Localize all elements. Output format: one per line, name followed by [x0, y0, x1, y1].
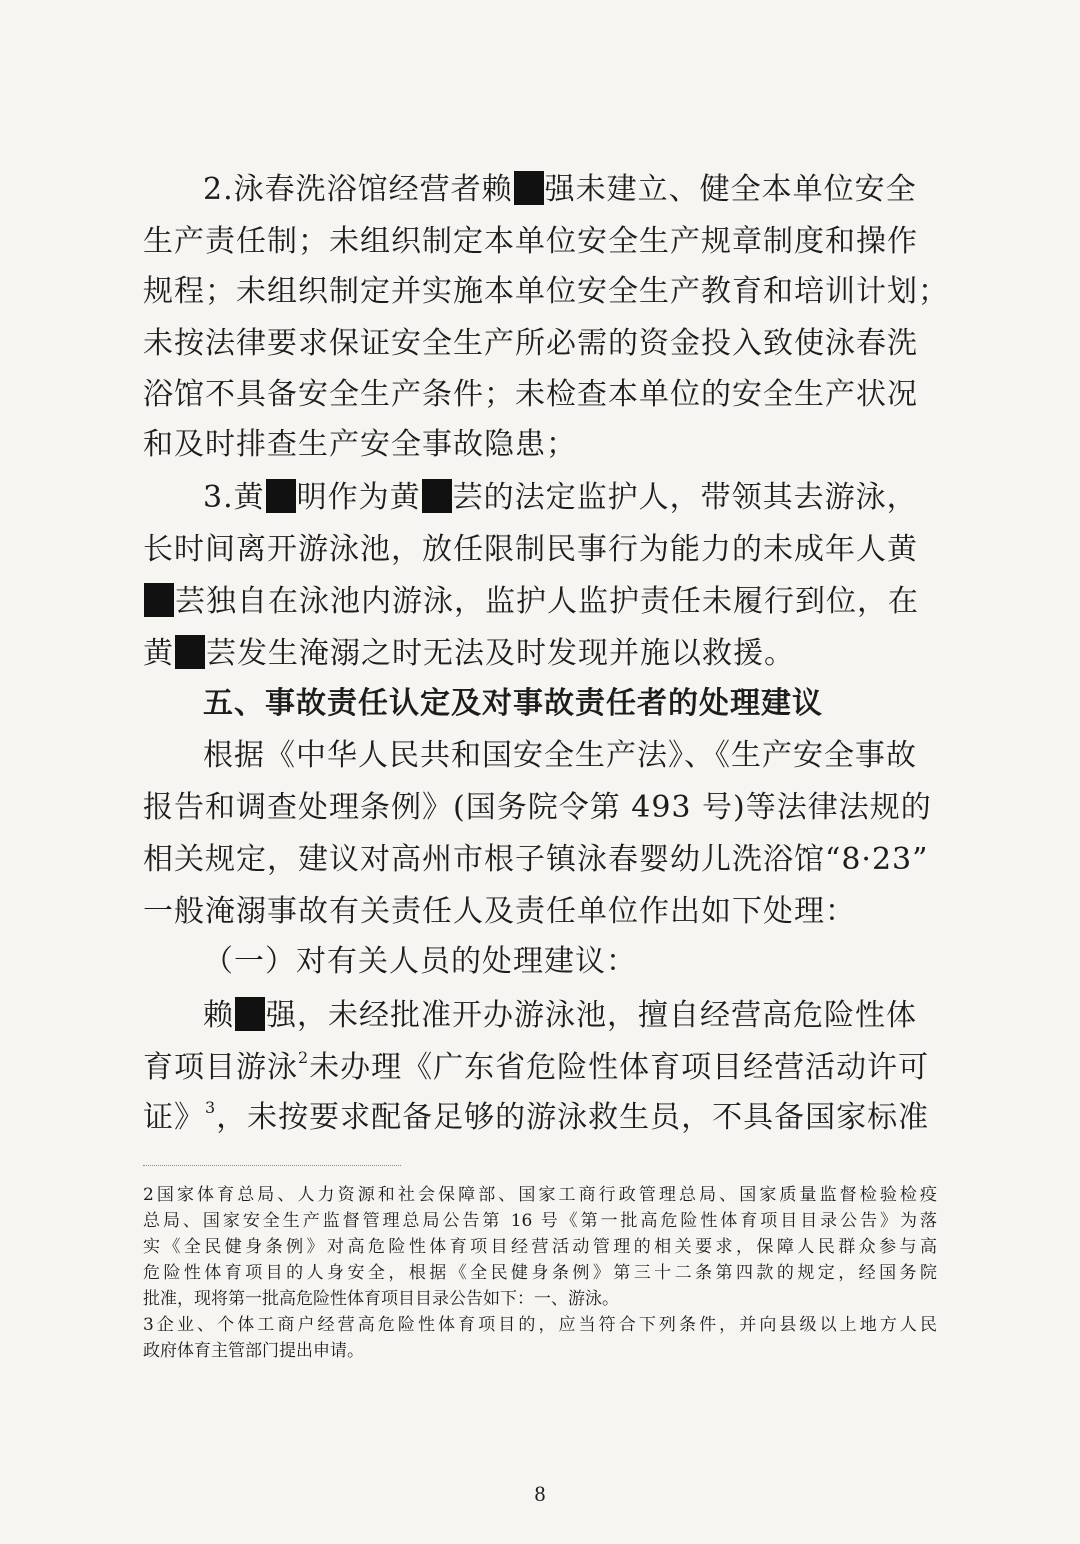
footnote-ref: 2 — [298, 1048, 310, 1067]
paragraph-line: 根据《中华人民共和国安全生产法》、《生产安全事故 — [203, 738, 917, 773]
footnote-line: 3企业、个体工商户经营高危险性体育项目的，应当符合下列条件，并向县级以上地方人民 — [143, 1315, 937, 1335]
section-heading: 五、事故责任认定及对事故责任者的处理建议 — [203, 686, 823, 721]
text-run: 未办理《广东省危险性体育项目经营活动许可 — [309, 1050, 930, 1085]
text-run: ，未按要求配备足够的游泳救生员，不具备国家标准 — [216, 1100, 930, 1135]
redaction-block — [235, 997, 265, 1031]
paragraph-line — [203, 478, 918, 518]
paragraph-line — [143, 634, 913, 674]
text-run: 黄 — [143, 636, 174, 671]
text-run: 芸发生淹溺之时无法及时发现并施以救援。 — [206, 636, 795, 671]
text-run: 赖 — [203, 998, 234, 1033]
text-run: 芸独自在泳池内游泳，监护人监护责任未履行到位，在 — [175, 584, 919, 619]
text-run: 3.黄 — [203, 480, 265, 515]
paragraph-line: 未按法律要求保证安全生产所必需的资金投入致使泳春洗 — [143, 326, 918, 361]
footnote-line: 批准，现将第一批高危险性体育项目目录公告如下：一、游泳。 — [143, 1289, 619, 1309]
footnote-separator — [143, 1165, 401, 1166]
page-number: 8 — [534, 1481, 546, 1506]
paragraph-line: 生产责任制；未组织制定本单位安全生产规章制度和操作 — [143, 224, 918, 259]
text-run: 芸的法定监护人，带领其去游泳， — [452, 480, 918, 515]
paragraph-line — [143, 1098, 930, 1138]
footnote-line: 总局、国家安全生产监督管理总局公告第 16 号《第一批高危险性体育项目目录公告》为落 — [143, 1211, 937, 1231]
redaction-block — [266, 479, 296, 513]
paragraph-line — [203, 170, 917, 210]
text-run: 证》 — [143, 1100, 205, 1135]
paragraph-line: 和及时排查生产安全事故隐患； — [143, 427, 577, 462]
paragraph-line: 相关规定，建议对高州市根子镇泳春婴幼儿洗浴馆“8·23” — [143, 842, 929, 877]
redaction-block — [144, 583, 174, 617]
footnote-line: 实《全民健身条例》对高危险性体育项目经营活动管理的相关要求，保障人民群众参与高 — [143, 1237, 937, 1257]
paragraph-line: 浴馆不具备安全生产条件；未检查本单位的安全生产状况 — [143, 377, 918, 412]
sub-heading: （一）对有关人员的处理建议： — [203, 944, 637, 979]
paragraph-line — [203, 996, 917, 1036]
paragraph-line — [143, 1048, 930, 1088]
footnote-ref: 3 — [205, 1098, 217, 1117]
text-run: 明作为黄 — [296, 480, 421, 515]
text-run: 育项目游泳 — [143, 1050, 298, 1085]
paragraph-line: 长时间离开游泳池，放任限制民事行为能力的未成年人黄 — [143, 532, 918, 567]
paragraph-line: 一般淹溺事故有关责任人及责任单位作出如下处理： — [143, 894, 856, 929]
text-run: 强，未经批准开办游泳池，擅自经营高危险性体 — [266, 998, 917, 1033]
footnote-line: 政府体育主管部门提出申请。 — [143, 1341, 364, 1361]
footnote-line: 危险性体育项目的人身安全，根据《全民健身条例》第三十二条第四款的规定，经国务院 — [143, 1263, 937, 1283]
paragraph-line: 规程；未组织制定并实施本单位安全生产教育和培训计划； — [143, 274, 949, 309]
footnote-line: 2国家体育总局、人力资源和社会保障部、国家工商行政管理总局、国家质量监督检验检疫 — [143, 1185, 937, 1205]
paragraph-line: 报告和调查处理条例》(国务院令第 493 号)等法律法规的 — [143, 790, 932, 825]
text-run: 2.泳春洗浴馆经营者赖 — [203, 172, 513, 207]
redaction-block — [514, 171, 544, 205]
text-run: 强未建立、健全本单位安全 — [544, 172, 917, 207]
paragraph-line — [143, 582, 919, 622]
redaction-block — [422, 479, 452, 513]
redaction-block — [175, 635, 205, 669]
